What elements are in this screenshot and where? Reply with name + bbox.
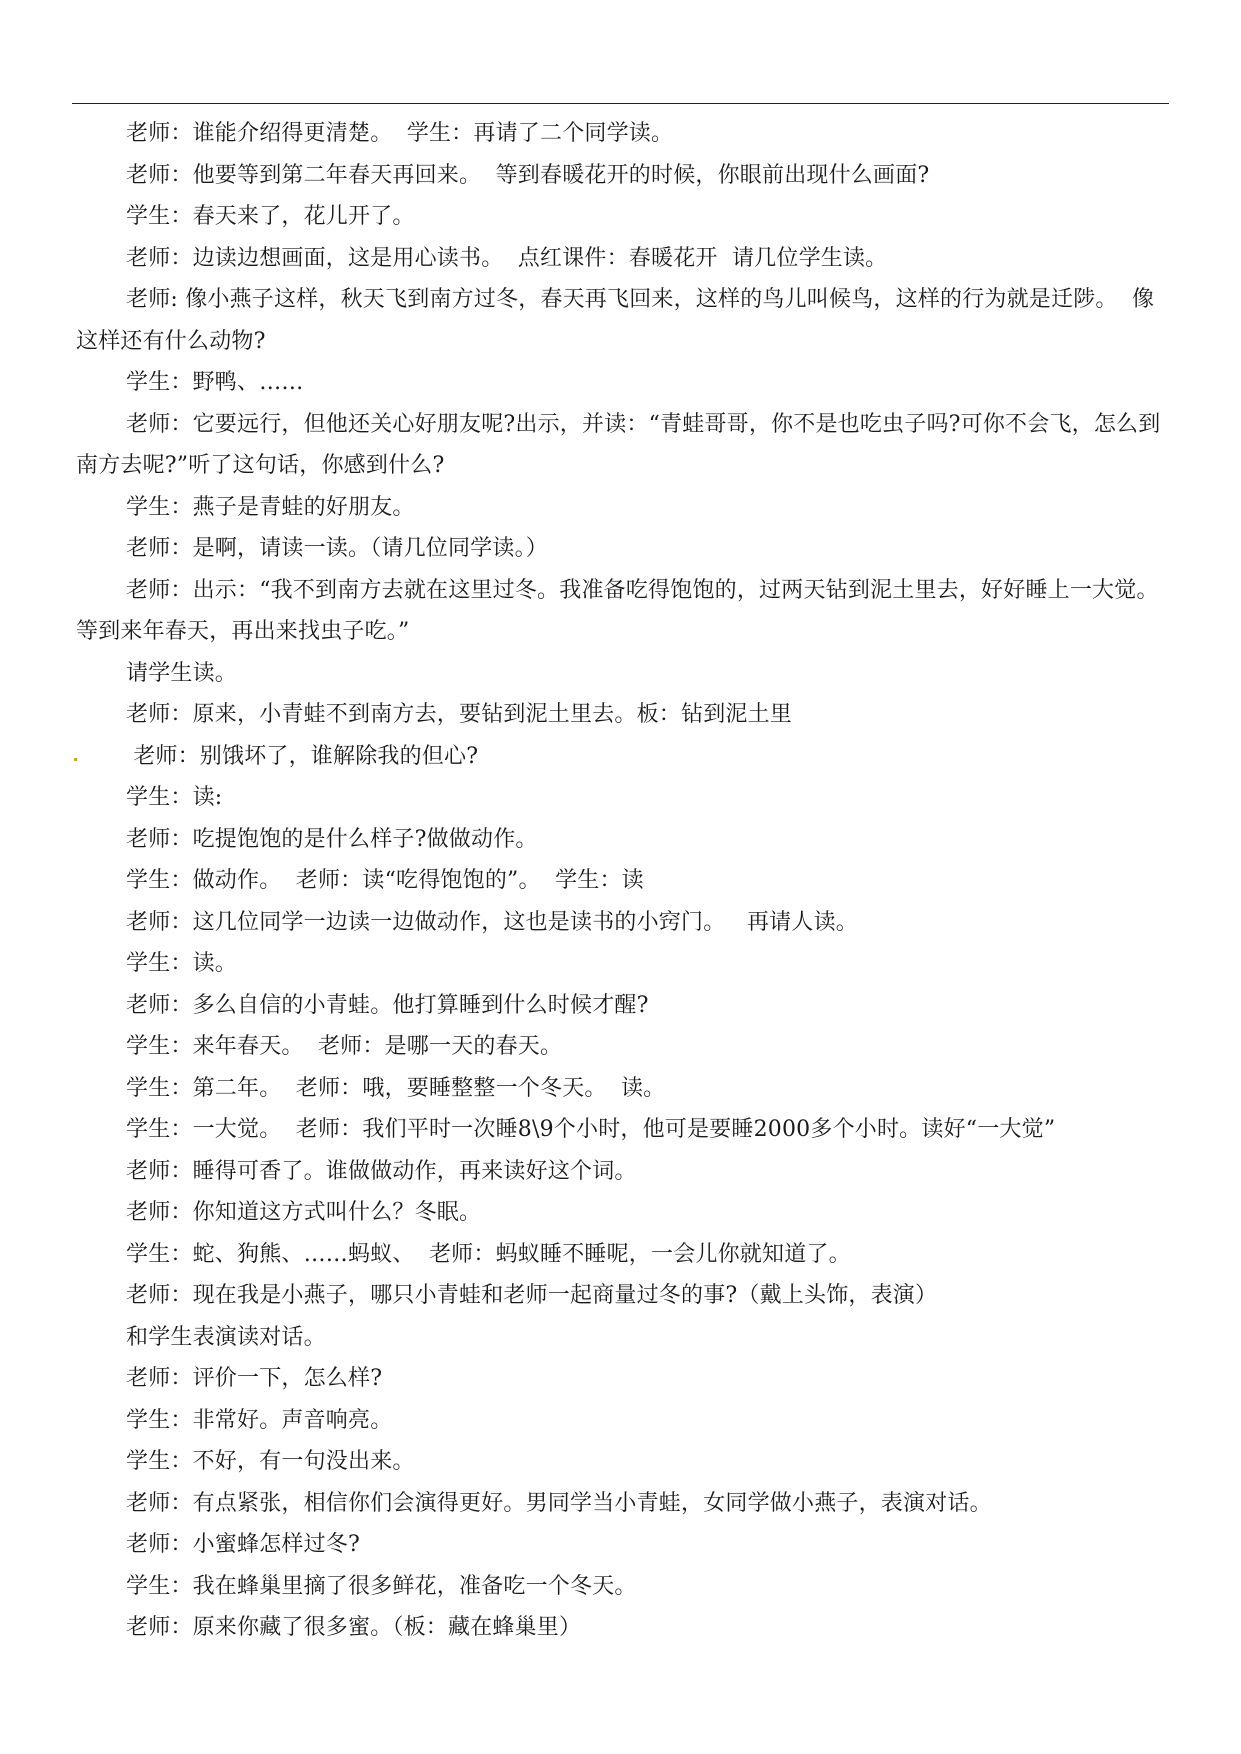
paragraph: 老师：原来，小青蛙不到南方去，要钻到泥土里去。板：钻到泥土里	[126, 702, 793, 727]
paragraph: 老师：吃提饱饱的是什么样子?做做动作。	[126, 826, 538, 852]
paragraph: 学生：野鸭、……	[126, 370, 304, 395]
paragraph: 学生：非常好。声音响亮。	[126, 1407, 393, 1433]
paragraph: 学生：来年春天。 老师：是哪一天的春天。	[126, 1034, 563, 1059]
paragraph: 学生：第二年。 老师：哦，要睡整整一个冬天。 读。	[126, 1075, 666, 1101]
paragraph: 老师：你知道这方式叫什么？冬眠。	[126, 1200, 482, 1225]
paragraph: 请学生读。	[126, 660, 238, 686]
paragraph: 学生：我在蜂巢里摘了很多鲜花，准备吃一个冬天。	[126, 1573, 637, 1599]
paragraph: 老师：现在我是小燕子，哪只小青蛙和老师一起商量过冬的事?（戴上头饰，表演）	[126, 1283, 938, 1308]
paragraph: 学生：蛇、狗熊、……蚂蚁、 老师：蚂蚁睡不睡呢，一会儿你就知道了。	[126, 1241, 851, 1267]
paragraph: 老师：评价一下，怎么样?	[126, 1366, 383, 1391]
paragraph: 老师: 像小燕子这样，秋天飞到南方过冬，春天再飞回来，这样的鸟儿叫候鸟，这样的行为就是迁陟。 像这样还有什么动物?	[76, 287, 1155, 354]
paragraph: 老师：谁能介绍得更清楚。 学生：再请了二个同学读。	[126, 121, 674, 146]
header-rule	[72, 103, 1169, 104]
paragraph: 老师：他要等到第二年春天再回来。 等到春暖花开的时候，你眼前出现什么画面?	[126, 162, 930, 188]
paragraph: 老师：边读边想画面，这是用心读书。 点红课件：春暖花开 请几位学生读。	[126, 245, 888, 271]
paragraph: 老师：它要远行，但他还关心好朋友呢?出示，并读：“青蛙哥哥，你不是也吃虫子吗?可你不会飞，怎么到南方去呢?”听了这句话，你感到什么?	[76, 411, 1161, 478]
paragraph: 老师：原来你藏了很多蜜。（板：藏在蜂巢里）	[126, 1615, 582, 1640]
paragraph: 学生：读:	[126, 785, 223, 810]
paragraph: 学生：燕子是青蛙的好朋友。	[126, 494, 415, 520]
paragraph: 老师：出示：“我不到南方去就在这里过冬。我准备吃得饱饱的，过两天钻到泥土里去，好好睡上一大觉。等到来年春天，再出来找虫子吃。”	[76, 577, 1159, 644]
paragraph: 老师：这几位同学一边读一边做动作，这也是读书的小窍门。 再请人读。	[126, 909, 858, 935]
paragraph: 老师：别饿坏了，谁解除我的但心?	[126, 743, 479, 769]
document-body	[76, 113, 1169, 1649]
paragraph: 学生：做动作。 老师：读“吃得饱饱的”。 学生：读	[126, 868, 644, 893]
paragraph: 学生：读。	[126, 951, 238, 976]
paragraph: 老师：睡得可香了。谁做做动作，再来读好这个词。	[126, 1158, 637, 1184]
paragraph: 老师：是啊，请读一读。（请几位同学读。）	[126, 536, 549, 561]
paragraph: 学生：春天来了，花儿开了。	[126, 204, 415, 229]
paragraph: 老师：小蜜蜂怎样过冬?	[126, 1532, 360, 1557]
paragraph: 学生：一大觉。 老师：我们平时一次睡8\9个小时，他可是要睡2000多个小时。读好“一大觉”	[126, 1117, 1056, 1142]
paragraph: 和学生表演读对话。	[126, 1324, 326, 1350]
paragraph: 老师：有点紧张，相信你们会演得更好。男同学当小青蛙，女同学做小燕子，表演对话。	[126, 1490, 992, 1516]
paragraph: 老师：多么自信的小青蛙。他打算睡到什么时候才醒?	[126, 992, 649, 1018]
paragraph: 学生：不好，有一句没出来。	[126, 1449, 415, 1474]
